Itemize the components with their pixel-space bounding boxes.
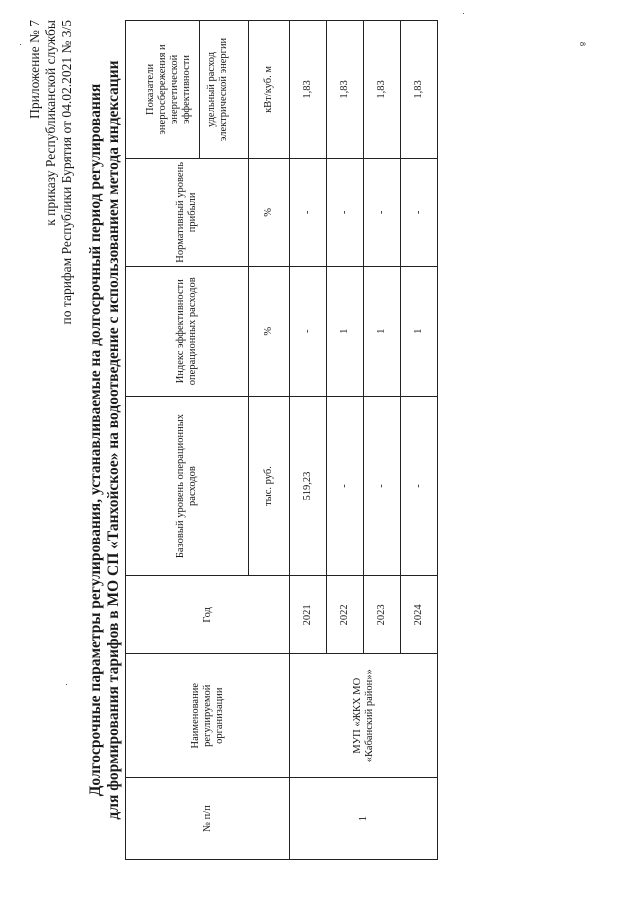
year-cell: 2023 [364, 576, 401, 654]
rotated-document [25, 20, 585, 860]
row-number: 1 [290, 778, 438, 860]
order-date: по тарифам Республики Бурятия от 04.02.2021 № 3/5 [59, 20, 74, 325]
unit-profit: % [249, 158, 290, 266]
profit-cell: - [327, 158, 364, 266]
base-cell: 519,23 [290, 396, 327, 576]
header-energy-title: Показатели энергосбережения и энергетической эффективности [144, 44, 192, 135]
organization-name: МУП «ЖКХ МО «Кабанский район»» [290, 654, 438, 778]
header-year: Год [126, 576, 290, 654]
index-cell: 1 [364, 266, 401, 396]
header-org: Наименование регулируемой организации [126, 654, 290, 778]
index-cell: - [290, 266, 327, 396]
header-energy [126, 21, 249, 159]
unit-energy: кВт/куб. м [249, 21, 290, 159]
index-cell: 1 [327, 266, 364, 396]
document-title [87, 20, 123, 860]
order-reference: к приказу Республиканской службы [43, 20, 58, 226]
header-profit: Нормативный уровень прибыли [126, 158, 249, 266]
year-cell: 2021 [290, 576, 327, 654]
base-cell: - [364, 396, 401, 576]
header-energy-sub: удельный расход электрической энергии [199, 21, 236, 158]
year-cell: 2024 [401, 576, 438, 654]
energy-cell: 1,83 [401, 21, 438, 159]
base-cell: - [327, 396, 364, 576]
index-cell: 1 [401, 266, 438, 396]
page-number: 8 [578, 42, 587, 46]
profit-cell: - [401, 158, 438, 266]
title-line-2: для формирования тарифов в МО СП «Танхойское» на водоотведение с использованием метода индексации [105, 60, 122, 820]
header-num: № п/п [126, 778, 290, 860]
energy-cell: 1,83 [364, 21, 401, 159]
header-index: Индекс эффективности операционных расходов [126, 266, 249, 396]
header-base: Базовый уровень операционных расходов [126, 396, 249, 576]
title-line-1: Долгосрочные параметры регулирования, устанавливаемые на долгосрочный период регулирования [87, 83, 104, 797]
unit-index: % [249, 266, 290, 396]
scan-speck [463, 13, 464, 14]
parameters-table [125, 20, 438, 860]
year-cell: 2022 [327, 576, 364, 654]
appendix-header [27, 20, 75, 540]
profit-cell: - [290, 158, 327, 266]
base-cell: - [401, 396, 438, 576]
table-header-row [126, 21, 249, 860]
unit-base: тыс. руб. [249, 396, 290, 576]
energy-cell: 1,83 [290, 21, 327, 159]
scan-speck [20, 44, 21, 45]
energy-cell: 1,83 [327, 21, 364, 159]
profit-cell: - [364, 158, 401, 266]
table-row [290, 21, 327, 860]
appendix-number: Приложение № 7 [27, 20, 42, 119]
